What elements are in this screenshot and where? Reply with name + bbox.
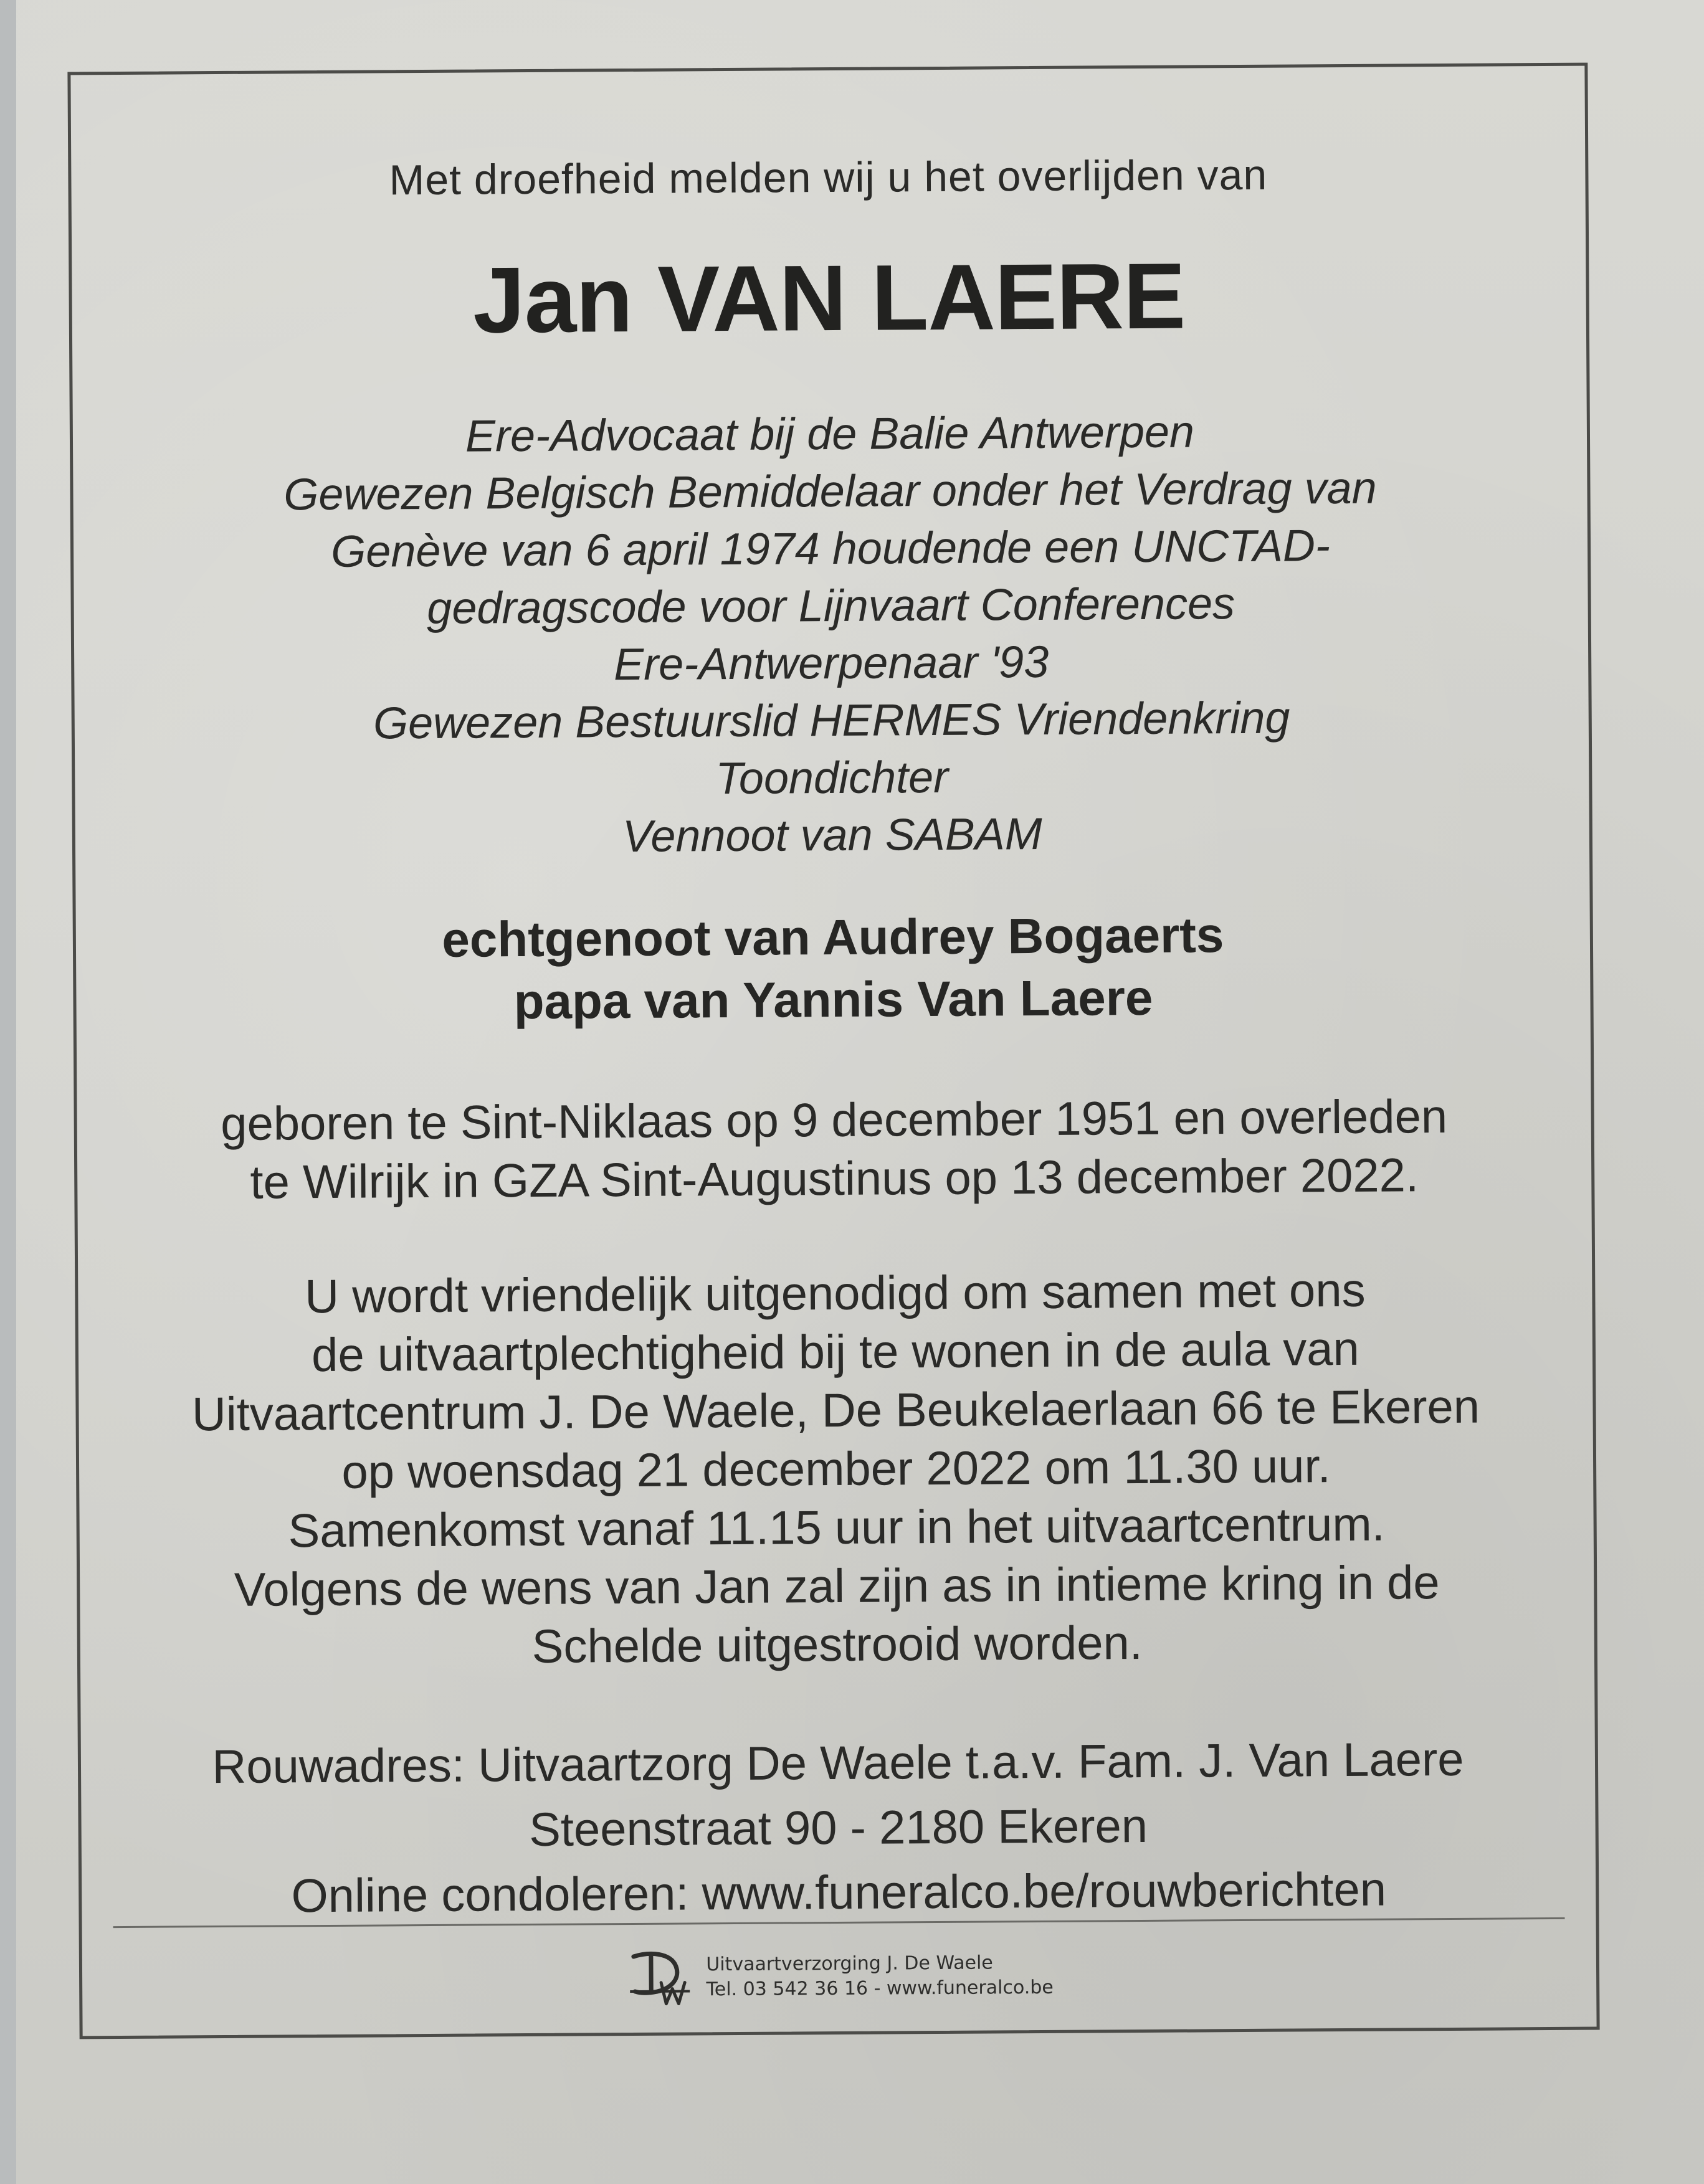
undertaker-contact: Tel. 03 542 36 16 - www.funeralco.be <box>706 1976 1054 2001</box>
undertaker-text <box>706 1950 1054 2002</box>
title-line: Gewezen Belgisch Bemiddelaar onder het Verdrag van <box>283 463 1377 520</box>
paper-edge <box>0 0 16 2184</box>
address-line: Rouwadres: Uitvaartzorg De Waele t.a.v. Fam. J. Van Laere <box>212 1732 1464 1794</box>
ceremony-line: Volgens de wens van Jan zal zijn as in intieme kring in de <box>234 1556 1440 1617</box>
spouse-line: echtgenoot van Audrey Bogaerts <box>442 907 1224 967</box>
undertaker-name: Uitvaartverzorging J. De Waele <box>706 1952 993 1976</box>
birth-death-line: geboren te Sint-Niklaas op 9 december 1951 en overleden <box>221 1090 1448 1151</box>
ceremony-line: Uitvaartcentrum J. De Waele, De Beukelaerlaan 66 te Ekeren <box>191 1380 1480 1441</box>
condolence-link: Online condoleren: www.funeralco.be/rouwberichten <box>291 1863 1387 1923</box>
ceremony-line: U wordt vriendelijk uitgenodigd om samen met ons <box>304 1263 1366 1324</box>
intro-text: Met droefheid melden wij u het overlijden van <box>389 151 1268 204</box>
ceremony-line: op woensdag 21 december 2022 om 11.30 uur. <box>341 1440 1331 1499</box>
title-line: Genève van 6 april 1974 houdende een UNCTAD- <box>331 521 1331 577</box>
title-line: Toondichter <box>715 752 949 804</box>
obituary-content <box>70 66 1596 2036</box>
deceased-name: Jan VAN LAERE <box>472 243 1186 353</box>
birth-death-line: te Wilrijk in GZA Sint-Augustinus op 13 december 2022. <box>250 1149 1419 1209</box>
ceremony-line: Schelde uitgestrooid worden. <box>531 1616 1143 1673</box>
child-line: papa van Yannis Van Laere <box>513 969 1153 1030</box>
dw-monogram-icon <box>625 1947 694 2008</box>
title-line: Vennoot van SABAM <box>622 809 1042 862</box>
address-line: Steenstraat 90 - 2180 Ekeren <box>528 1799 1148 1857</box>
obituary-frame <box>67 63 1599 2039</box>
title-line: Ere-Advocaat bij de Balie Antwerpen <box>465 407 1195 462</box>
ceremony-line: Samenkomst vanaf 11.15 uur in het uitvaartcentrum. <box>288 1498 1385 1558</box>
undertaker-block <box>82 1942 1597 2011</box>
title-line: Gewezen Bestuurslid HERMES Vriendenkring <box>373 693 1290 749</box>
ceremony-line: de uitvaartplechtigheid bij te wonen in de aula van <box>311 1322 1360 1382</box>
title-line: gedragscode voor Lijnvaart Conferences <box>427 579 1235 634</box>
title-line: Ere-Antwerpenaar '93 <box>613 637 1049 690</box>
